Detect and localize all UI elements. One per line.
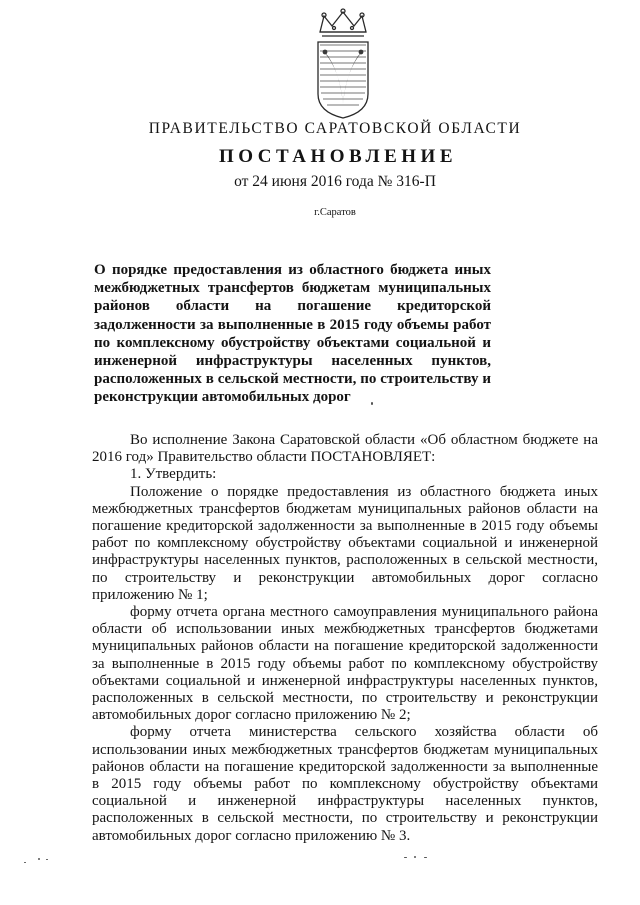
- paragraph-regulation: Положение о порядке предоставления из областного бюджета иных межбюджетных трансфертов бюджетам муниципальных районов области на погашение кредиторской задолженности за выполненные в 2015 году объемы работ по комплексному обустройству объектами социальной и инженерной инфраструктуры населенных пунктов, расположенных в сельской местности, по строительству и реконструкции автомобильных дорог согласно приложению № 1;: [92, 483, 598, 603]
- government-name: ПРАВИТЕЛЬСТВО САРАТОВСКОЙ ОБЛАСТИ: [148, 120, 522, 137]
- intro-paragraph: Во исполнение Закона Саратовской области «Об областном бюджете на 2016 год» Правительство области ПОСТАНОВЛЯЕТ:: [92, 432, 598, 466]
- scan-speck: [404, 857, 407, 858]
- city-name: г.Саратов: [314, 207, 356, 218]
- decree-date-number: от 24 июня 2016 года № 316-П: [234, 173, 436, 190]
- document-type-title: ПОСТАНОВЛЕНИЕ: [218, 146, 458, 167]
- saratov-coat-of-arms-icon: [310, 8, 376, 120]
- scan-speck: [46, 859, 48, 860]
- scan-speck: [38, 858, 40, 860]
- paragraph-report-form-ministry: форму отчета министерства сельского хозяйства области об использовании иных межбюджетных трансфертов бюджетам муниципальных районов области на погашение кредиторской задолженности за выполненные в 2015 году объемы работ по комплексному обустройству объектами социальной и инженерной инфраструктуры населенных пунктов, расположенных в сельской местности, по строительству и реконструкции автомобильных дорог согласно приложению № 3.: [92, 724, 598, 844]
- scan-speck: [424, 857, 427, 858]
- scan-speck: [371, 402, 373, 405]
- decree-body: [92, 432, 598, 845]
- decree-subject: О порядке предоставления из областного бюджета иных межбюджетных трансфертов бюджетам муниципальных районов области на погашение кредиторской задолженности за выполненные в 2015 году объемы работ по комплексному обустройству объектами социальной и инженерной инфраструктуры населенных пунктов, расположенных в сельской местности, по строительству и реконструкции автомобильных дорог: [94, 262, 491, 406]
- scan-speck: [414, 856, 416, 858]
- paragraph-report-form-municipal: форму отчета органа местного самоуправления муниципального района области об использовании иных межбюджетных трансфертов бюджетами муниципальных районов области на погашение кредиторской задолженности за выполненные в 2015 году объемы работ по комплексному обустройству объектами социальной и инженерной инфраструктуры населенных пунктов, расположенных в сельской местности, по строительству и реконструкции автомобильных дорог согласно приложению № 2;: [92, 604, 598, 724]
- scan-speck: [24, 862, 26, 863]
- item-1: 1. Утвердить:: [130, 466, 217, 483]
